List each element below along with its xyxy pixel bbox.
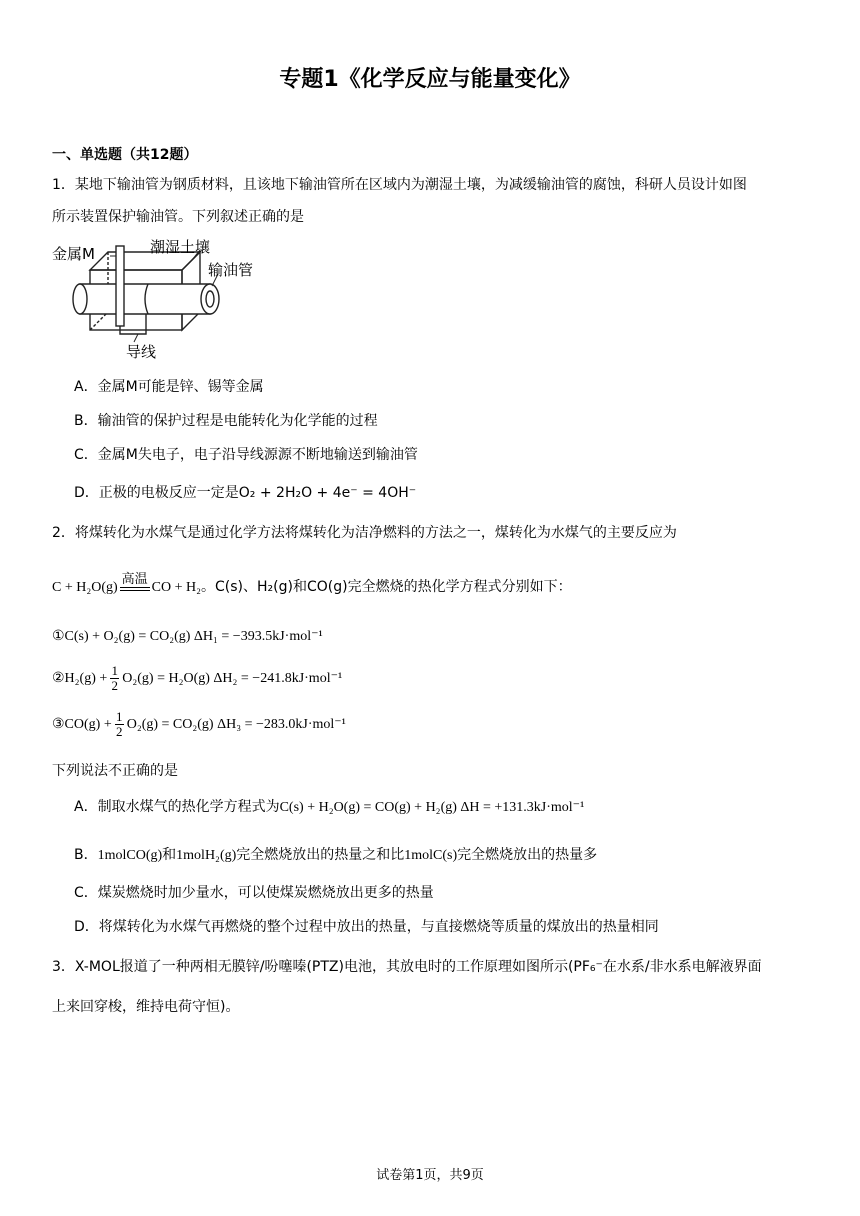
opt-b-part: 和 (162, 847, 177, 863)
opt-b-math: 1molCO(g) (97, 848, 163, 863)
q2-equation-1: ①C(s) + O₂(g) = CO₂(g) ΔH₁ = −393.5kJ·mol⁻¹ (52, 629, 323, 644)
opt-a-label: A．制取水煤气的热化学方程式为 (74, 799, 280, 815)
label-pipe: 输油管 (208, 261, 254, 279)
eq2-right: O₂(g) = H₂O(g) ΔH₂ = −241.8kJ·mol⁻¹ (122, 671, 343, 686)
reaction-condition: 高温 (121, 572, 148, 587)
q1-option-c: C．金属M失电子，电子沿导线源源不断地输送到输油管 (74, 447, 418, 463)
reaction-left: C + H₂O(g) (52, 580, 118, 595)
q2-option-a (74, 796, 584, 816)
eq3-left: ③CO(g) + (52, 717, 112, 732)
frac-den: 2 (111, 678, 119, 693)
opt-b-math: 1molH₂(g) (176, 848, 237, 863)
label-soil: 潮湿土壤 (150, 238, 211, 256)
q2-option-b (74, 844, 597, 864)
q2-equation-3 (52, 710, 346, 739)
q1-stem-line2: 所示装置保护输油管。下列叙述正确的是 (52, 209, 304, 225)
q2-main-reaction (52, 560, 572, 596)
q2-option-c: C．煤炭燃烧时加少量水，可以使煤炭燃烧放出更多的热量 (74, 885, 434, 901)
eq3-right: O₂(g) = CO₂(g) ΔH₃ = −283.0kJ·mol⁻¹ (126, 717, 346, 732)
frac-den: 2 (115, 724, 123, 739)
reaction-arrow (120, 573, 150, 596)
q1-option-b: B．输油管的保护过程是电能转化为化学能的过程 (74, 413, 378, 429)
opt-b-part: 完全燃烧放出的热量多 (457, 847, 598, 863)
q1-figure (50, 236, 280, 364)
section-heading: 一、单选题（共12题） (52, 147, 198, 163)
label-metal-m: 金属M (52, 245, 95, 263)
q2-equation-2 (52, 664, 342, 693)
opt-b-part: 完全燃烧放出的热量之和比 (236, 847, 405, 863)
opt-b-part: B． (74, 847, 98, 863)
q2-stem-line1: 2．将煤转化为水煤气是通过化学方法将煤转化为洁净燃料的方法之一，煤转化为水煤气的主要反应为 (52, 525, 677, 541)
page-title: 专题1《化学反应与能量变化》 (279, 67, 581, 92)
reaction-right: CO + H₂ (151, 580, 202, 595)
q1-option-d: D．正极的电极反应一定是O₂ + 2H₂O + 4e⁻ = 4OH⁻ (74, 485, 417, 501)
fraction-half (110, 664, 119, 693)
eq2-left: ②H₂(g) + (52, 671, 108, 686)
q1-option-a: A．金属M可能是锌、锡等金属 (74, 379, 264, 395)
q2-option-d: D．将煤转化为水煤气再燃烧的整个过程中放出的热量，与直接燃烧等质量的煤放出的热量相同 (74, 919, 659, 935)
q3-stem-line1: 3．X-MOL报道了一种两相无膜锌/吩噻嗪(PTZ)电池，其放电时的工作原理如图所示(PF₆⁻在水系/非水系电解液界面 (52, 959, 762, 975)
fraction-half (115, 710, 124, 739)
q2-stem-line2: 。C(s)、H₂(g)和CO(g)完全燃烧的热化学方程式分别如下： (201, 579, 572, 595)
frac-num: 1 (115, 709, 123, 724)
q2-ask: 下列说法不正确的是 (52, 763, 178, 779)
frac-num: 1 (111, 663, 119, 678)
label-wire: 导线 (126, 343, 157, 361)
opt-b-math: 1molC(s) (404, 848, 458, 863)
q3-stem-line2: 上来回穿梭，维持电荷守恒)。 (52, 999, 240, 1015)
opt-a-eq: C(s) + H₂O(g) = CO(g) + H₂(g) ΔH = +131.3kJ·mol⁻¹ (279, 800, 585, 815)
q1-stem-line1: 1．某地下输油管为钢质材料，且该地下输油管所在区域内为潮湿土壤，为减缓输油管的腐蚀，科研人员设计如图 (52, 177, 747, 193)
page-footer: 试卷第1页，共9页 (376, 1168, 484, 1183)
